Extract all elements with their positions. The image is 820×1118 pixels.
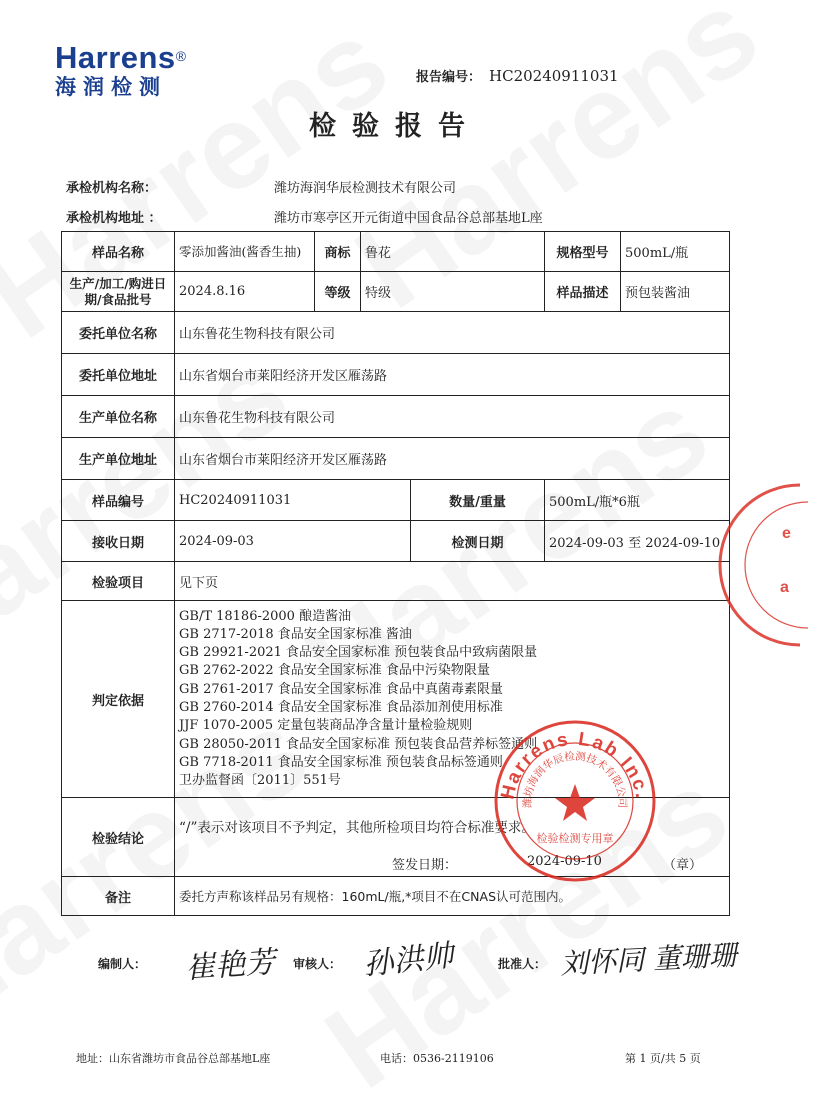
basis-item: GB/T 18186-2000 酿造酱油 xyxy=(179,608,352,624)
conclusion-text: “/”表示对该项目不予判定，其他所检项目均符合标准要求。 xyxy=(179,820,535,836)
sample-number-label: 样品编号 xyxy=(62,480,175,521)
editor-label: 编制人： xyxy=(98,957,147,971)
report-number xyxy=(416,66,619,85)
basis-item: GB 28050-2011 食品安全国家标准 预包装食品营养标签通则 xyxy=(179,736,538,752)
producer-address-value: 山东省烟台市莱阳经济开发区雁荡路 xyxy=(175,438,730,480)
brand-label: 商标 xyxy=(315,232,361,272)
official-stamp xyxy=(492,718,658,884)
report-number-value: HC20240911031 xyxy=(489,67,619,85)
sample-desc-value: 预包装酱油 xyxy=(621,272,730,312)
remark-value: 委托方声称该样品另有规格：160mL/瓶,*项目不在CNAS认可范围内。 xyxy=(175,877,730,916)
registered-mark: ® xyxy=(175,48,187,64)
org-name-value: 潍坊海润华辰检测技术有限公司 xyxy=(274,181,457,196)
production-date-label: 生产/加工/购进日期/食品批号 xyxy=(62,272,175,312)
page-title: 检验报告 xyxy=(309,111,481,142)
stamp-bottom-text: 检验检测专用章 xyxy=(536,832,614,845)
test-items-label: 检验项目 xyxy=(62,562,175,601)
org-address-row xyxy=(66,207,543,226)
test-items-value: 见下页 xyxy=(175,562,730,601)
basis-item: JJF 1070-2005 定量包装商品净含量计量检验规则 xyxy=(179,718,473,734)
basis-item: GB 2717-2018 食品安全国家标准 酱油 xyxy=(179,626,412,642)
issue-date-label: 签发日期： xyxy=(392,858,458,873)
quantity-label: 数量/重量 xyxy=(411,480,545,521)
brand-value: 鲁花 xyxy=(361,232,545,272)
reviewer-signature: 孙洪帅 xyxy=(361,938,455,983)
test-date-value: 2024-09-03 至 2024-09-10 xyxy=(545,521,730,562)
basis-item: GB 2761-2017 食品安全国家标准 食品中真菌毒素限量 xyxy=(179,681,503,697)
seal-word: （章） xyxy=(663,858,703,873)
footer-phone: 电话：0536-2119106 xyxy=(380,1052,494,1065)
receive-date-value: 2024-09-03 xyxy=(175,521,411,562)
producer-name-label: 生产单位名称 xyxy=(62,396,175,438)
grade-value: 特级 xyxy=(361,272,545,312)
basis-item: 卫办监督函〔2011〕551号 xyxy=(179,773,341,789)
basis-label: 判定依据 xyxy=(62,601,175,798)
org-name-row xyxy=(66,177,456,196)
client-name-label: 委托单位名称 xyxy=(62,312,175,354)
sample-name-label: 样品名称 xyxy=(62,232,175,272)
report-number-label: 报告编号： xyxy=(416,70,482,85)
logo-text-cn: 海润检测 xyxy=(55,75,167,99)
client-address-label: 委托单位地址 xyxy=(62,354,175,396)
basis-item: GB 2760-2014 食品安全国家标准 食品添加剂使用标准 xyxy=(179,700,503,715)
stamp-inner-text: 潍坊海润华辰检测技术有限公司 xyxy=(521,750,629,809)
test-date-label: 检测日期 xyxy=(411,521,545,562)
approver-signature: 刘怀同 董珊珊 xyxy=(559,938,738,981)
org-address-label: 承检机构地址 ： xyxy=(66,211,162,226)
conclusion-label: 检验结论 xyxy=(62,798,175,877)
spec-label: 规格型号 xyxy=(545,232,621,272)
svg-text:a: a xyxy=(780,579,789,596)
production-date-value: 2024.8.16 xyxy=(175,272,315,312)
company-logo xyxy=(55,42,187,100)
producer-name-value: 山东鲁花生物科技有限公司 xyxy=(175,396,730,438)
logo-text-en: Harrens xyxy=(55,40,176,75)
issue-date-value: 2024-09-10 xyxy=(527,854,602,869)
spec-value: 500mL/瓶 xyxy=(621,232,730,272)
sample-number-value: HC20240911031 xyxy=(175,480,411,521)
grade-label: 等级 xyxy=(315,272,361,312)
reviewer-label: 审核人： xyxy=(293,957,342,971)
remark-label: 备注 xyxy=(62,877,175,916)
quantity-value: 500mL/瓶*6瓶 xyxy=(545,480,730,521)
client-name-value: 山东鲁花生物科技有限公司 xyxy=(175,312,730,354)
producer-address-label: 生产单位地址 xyxy=(62,438,175,480)
editor-signature: 崔艳芳 xyxy=(184,944,277,987)
stamp-outer-text: Harrens Lab Inc. xyxy=(497,728,653,802)
approver-label: 批准人： xyxy=(498,957,547,971)
org-name-label: 承检机构名称： xyxy=(66,181,158,196)
org-address-value: 潍坊市寒亭区开元街道中国食品谷总部基地L座 xyxy=(274,211,543,226)
sample-desc-label: 样品描述 xyxy=(545,272,621,312)
basis-item: GB 29921-2021 食品安全国家标准 预包装食品中致病菌限量 xyxy=(179,645,538,661)
perforation-seal-fragment xyxy=(760,480,820,650)
star-icon xyxy=(555,784,595,821)
svg-text:e: e xyxy=(782,525,791,542)
basis-item: GB 7718-2011 食品安全国家标准 预包装食品标签通则 xyxy=(179,754,503,770)
client-address-value: 山东省烟台市莱阳经济开发区雁荡路 xyxy=(175,354,730,396)
footer-address: 地址：山东省潍坊市食品谷总部基地L座 xyxy=(76,1052,271,1065)
footer-page: 第 1 页/共 5 页 xyxy=(625,1052,701,1065)
basis-item: GB 2762-2022 食品安全国家标准 食品中污染物限量 xyxy=(179,663,490,679)
sample-name-value: 零添加酱油(酱香生抽) xyxy=(175,232,315,272)
receive-date-label: 接收日期 xyxy=(62,521,175,562)
